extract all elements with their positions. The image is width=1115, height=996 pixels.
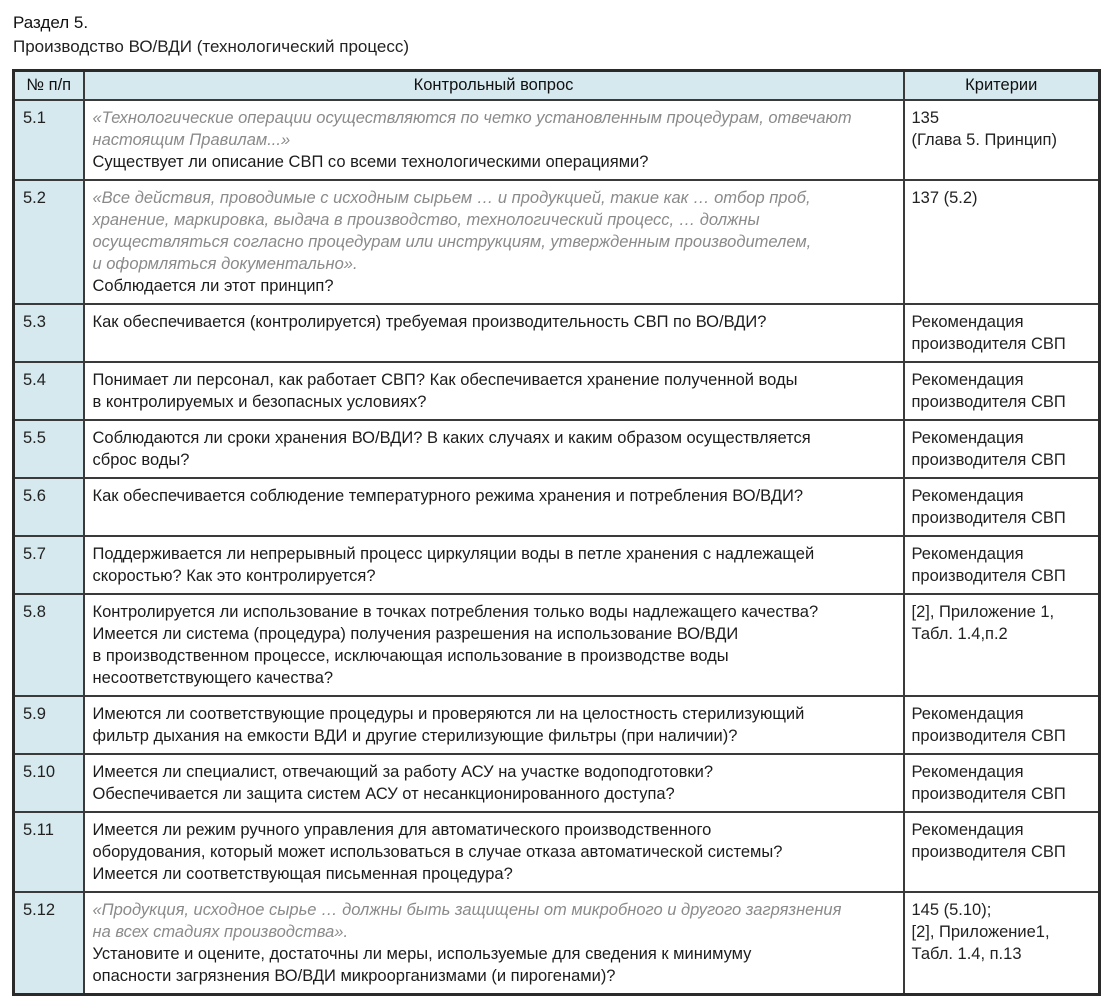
- table-row: [14, 812, 1100, 892]
- table-row: [14, 536, 1100, 594]
- question-cell: [84, 478, 904, 536]
- criteria-line: Рекомендация: [911, 763, 1024, 781]
- regulation-quote-line: на всех стадиях производства».: [92, 923, 349, 941]
- criteria-cell: [904, 362, 1100, 420]
- table-header-row: [14, 71, 1100, 101]
- criteria-line: производителя СВП: [911, 785, 1066, 803]
- row-number: 5.7: [14, 536, 84, 594]
- question-cell: [84, 420, 904, 478]
- criteria-line: Табл. 1.4,п.2: [911, 625, 1008, 643]
- criteria-cell: [904, 478, 1100, 536]
- table-row: [14, 304, 1100, 362]
- row-number: 5.12: [14, 892, 84, 995]
- header-criteria: Критерии: [904, 71, 1100, 101]
- table-row: [14, 696, 1100, 754]
- question-line: Соблюдаются ли сроки хранения ВО/ВДИ? В каких случаях и каким образом осуществляется: [92, 429, 811, 447]
- section-subtitle: Производство ВО/ВДИ (технологический процесс): [13, 37, 410, 56]
- table-row: [14, 180, 1100, 304]
- question-line: Имеется ли система (процедура) получения разрешения на использование ВО/ВДИ: [92, 625, 739, 643]
- table-row: [14, 420, 1100, 478]
- criteria-line: производителя СВП: [911, 509, 1066, 527]
- regulation-quote-line: хранение, маркировка, выдача в производство, технологический процесс, … должны: [92, 211, 760, 229]
- question-line: оборудования, который может использоваться в случае отказа автоматической системы?: [92, 843, 783, 861]
- regulation-quote-line: «Все действия, проводимые с исходным сырьем … и продукцией, такие как … отбор проб,: [92, 189, 811, 207]
- table-row: [14, 754, 1100, 812]
- question-cell: [84, 180, 904, 304]
- criteria-line: производителя СВП: [911, 393, 1066, 411]
- question-line: скоростью? Как это контролируется?: [92, 567, 376, 585]
- criteria-line: [2], Приложение 1,: [911, 603, 1055, 621]
- question-cell: [84, 754, 904, 812]
- criteria-cell: [904, 180, 1100, 304]
- regulation-quote-line: настоящим Правилам...»: [92, 131, 291, 149]
- row-number: 5.4: [14, 362, 84, 420]
- row-number: 5.8: [14, 594, 84, 696]
- question-line: Контролируется ли использование в точках потребления только воды надлежащего качества?: [92, 603, 819, 621]
- question-line: Понимает ли персонал, как работает СВП? Как обеспечивается хранение полученной воды: [92, 371, 798, 389]
- criteria-cell: [904, 304, 1100, 362]
- question-line: Поддерживается ли непрерывный процесс циркуляции воды в петле хранения с надлежащей: [92, 545, 815, 563]
- row-number: 5.3: [14, 304, 84, 362]
- criteria-line: производителя СВП: [911, 843, 1066, 861]
- question-line: в контролируемых и безопасных условиях?: [92, 393, 427, 411]
- header-number: № п/п: [14, 71, 84, 101]
- question-line: Как обеспечивается соблюдение температурного режима хранения и потребления ВО/ВДИ?: [92, 487, 804, 505]
- question-line: фильтр дыхания на емкости ВДИ и другие стерилизующие фильтры (при наличии)?: [92, 727, 738, 745]
- criteria-line: Рекомендация: [911, 545, 1024, 563]
- criteria-line: производителя СВП: [911, 451, 1066, 469]
- question-cell: [84, 812, 904, 892]
- question-cell: [84, 594, 904, 696]
- table-row: [14, 594, 1100, 696]
- question-line: Имеется ли специалист, отвечающий за работу АСУ на участке водоподготовки?: [92, 763, 714, 781]
- criteria-line: Табл. 1.4, п.13: [911, 945, 1022, 963]
- criteria-line: 137 (5.2): [911, 189, 978, 207]
- table-row: [14, 362, 1100, 420]
- question-cell: [84, 536, 904, 594]
- question-cell: [84, 362, 904, 420]
- question-line: Соблюдается ли этот принцип?: [92, 277, 334, 295]
- table-row: [14, 100, 1100, 180]
- question-line: в производственном процессе, исключающая использование в производстве воды: [92, 647, 729, 665]
- criteria-line: Рекомендация: [911, 313, 1024, 331]
- criteria-cell: [904, 892, 1100, 995]
- row-number: 5.5: [14, 420, 84, 478]
- question-cell: [84, 892, 904, 995]
- row-number: 5.6: [14, 478, 84, 536]
- regulation-quote-line: «Технологические операции осуществляются по четко установленным процедурам, отвечают: [92, 109, 852, 127]
- question-cell: [84, 100, 904, 180]
- question-line: Имеются ли соответствующие процедуры и проверяются ли на целостность стерилизующий: [92, 705, 805, 723]
- criteria-cell: [904, 754, 1100, 812]
- table-row: [14, 892, 1100, 995]
- question-line: несоответствующего качества?: [92, 669, 334, 687]
- regulation-quote-line: осуществляться согласно процедурам или инструкциям, утвержденным производителем,: [92, 233, 812, 251]
- question-line: Имеется ли режим ручного управления для автоматического производственного: [92, 821, 712, 839]
- regulation-quote-line: и оформляться документально».: [92, 255, 358, 273]
- question-line: Установите и оцените, достаточны ли меры, используемые для сведения к минимуму: [92, 945, 752, 963]
- question-line: сброс воды?: [92, 451, 190, 469]
- criteria-cell: [904, 812, 1100, 892]
- row-number: 5.2: [14, 180, 84, 304]
- checklist-table: [12, 69, 1101, 996]
- criteria-line: Рекомендация: [911, 821, 1024, 839]
- table-row: [14, 478, 1100, 536]
- criteria-line: Рекомендация: [911, 705, 1024, 723]
- criteria-cell: [904, 536, 1100, 594]
- criteria-line: 135: [911, 109, 940, 127]
- criteria-line: Рекомендация: [911, 487, 1024, 505]
- header-question: Контрольный вопрос: [84, 71, 904, 101]
- question-cell: [84, 304, 904, 362]
- question-line: Существует ли описание СВП со всеми технологическими операциями?: [92, 153, 649, 171]
- criteria-line: Рекомендация: [911, 371, 1024, 389]
- criteria-cell: [904, 696, 1100, 754]
- section-title: Раздел 5.: [13, 13, 89, 32]
- criteria-line: производителя СВП: [911, 727, 1066, 745]
- regulation-quote-line: «Продукция, исходное сырье … должны быть защищены от микробного и другого загрязнения: [92, 901, 842, 919]
- criteria-cell: [904, 100, 1100, 180]
- criteria-line: 145 (5.10);: [911, 901, 992, 919]
- row-number: 5.1: [14, 100, 84, 180]
- question-line: Обеспечивается ли защита систем АСУ от несанкционированного доступа?: [92, 785, 675, 803]
- criteria-line: производителя СВП: [911, 567, 1066, 585]
- row-number: 5.11: [14, 812, 84, 892]
- row-number: 5.9: [14, 696, 84, 754]
- criteria-line: (Глава 5. Принцип): [911, 131, 1057, 149]
- question-line: опасности загрязнения ВО/ВДИ микроорганизмами (и пирогенами)?: [92, 967, 616, 985]
- criteria-line: Рекомендация: [911, 429, 1024, 447]
- criteria-cell: [904, 594, 1100, 696]
- criteria-line: [2], Приложение1,: [911, 923, 1050, 941]
- criteria-line: производителя СВП: [911, 335, 1066, 353]
- row-number: 5.10: [14, 754, 84, 812]
- question-line: Как обеспечивается (контролируется) требуемая производительность СВП по ВО/ВДИ?: [92, 313, 767, 331]
- question-cell: [84, 696, 904, 754]
- criteria-cell: [904, 420, 1100, 478]
- table-body: [14, 100, 1100, 995]
- question-line: Имеется ли соответствующая письменная процедура?: [92, 865, 513, 883]
